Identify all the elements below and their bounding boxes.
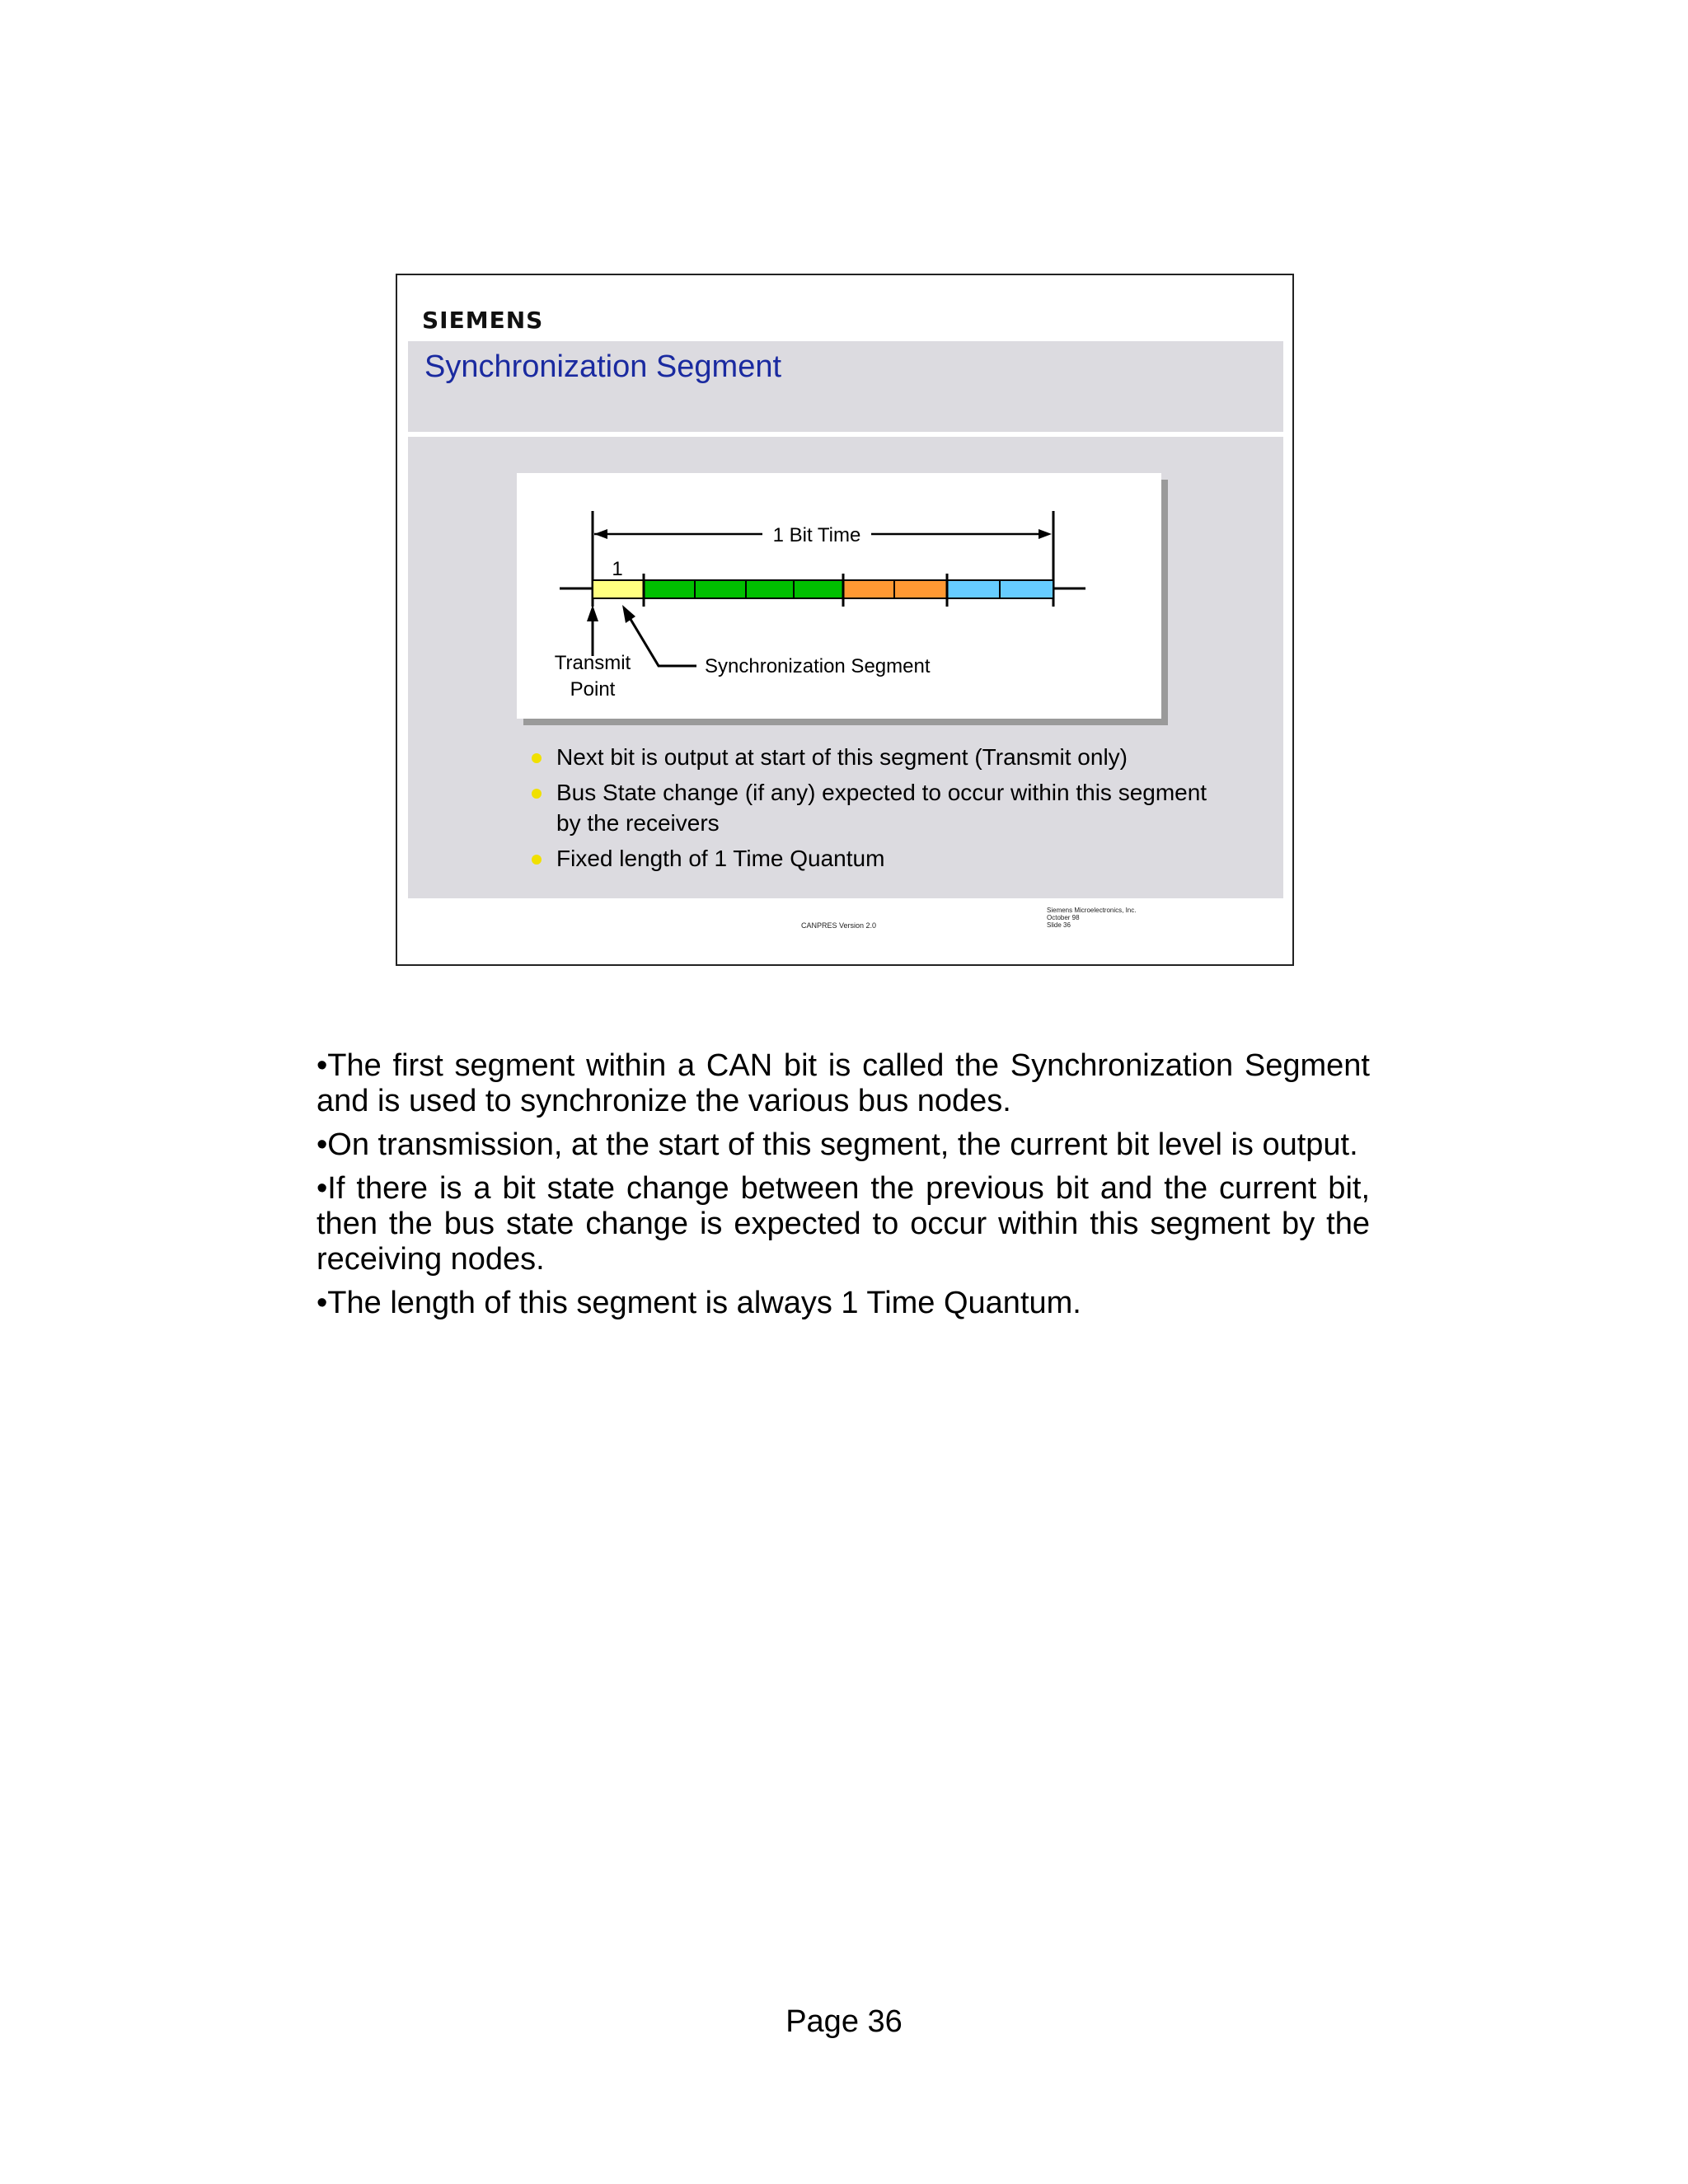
- sync-segment-label: Synchronization Segment: [705, 655, 931, 677]
- slide-bullet: Next bit is output at start of this segment (Transmit only): [523, 742, 1232, 772]
- bullet-dot-icon: [532, 789, 542, 799]
- prop-segment-quantum-1: [644, 580, 695, 598]
- bit-timing-svg: [517, 473, 1161, 719]
- slide-title: Synchronization Segment: [424, 349, 782, 384]
- sync-segment-pointer-head: [622, 605, 635, 623]
- bullet-dot-icon: [532, 855, 542, 865]
- transmit-label-line1: Transmit: [554, 652, 631, 674]
- sync-segment-quantum: [593, 580, 644, 598]
- slide-bullet-list: [523, 742, 1232, 879]
- bit-time-arrowhead-left: [594, 529, 607, 539]
- page-number: Page 36: [785, 2004, 903, 2039]
- note-paragraph: •The length of this segment is always 1 Time Quantum.: [316, 1286, 1081, 1320]
- slide-bullet: Bus State change (if any) expected to occur within this segment by the receivers: [523, 777, 1232, 838]
- note-paragraph: •The first segment within a CAN bit is called the Synchronization Segment and is used to synchronize the various bus nodes.: [316, 1048, 1370, 1118]
- phase1-segment-quantum-2: [894, 580, 947, 598]
- bit-timing-diagram: [517, 473, 1161, 719]
- bullet-dot-icon: [532, 753, 542, 763]
- content-band: [408, 437, 1283, 898]
- prop-segment-quantum-4: [794, 580, 843, 598]
- bit-time-label: 1 Bit Time: [772, 524, 861, 546]
- transmit-label-line2: Point: [570, 678, 616, 701]
- title-band: [408, 341, 1283, 432]
- prop-segment-quantum-3: [746, 580, 794, 598]
- note-paragraph: •On transmission, at the start of this segment, the current bit level is output.: [316, 1127, 1358, 1162]
- phase1-segment-quantum-1: [843, 580, 894, 598]
- sync-quantum-number: 1: [612, 558, 623, 580]
- slide-bullet: Fixed length of 1 Time Quantum: [523, 843, 1232, 874]
- speaker-notes: [316, 1048, 1370, 1329]
- note-paragraph: •If there is a bit state change between the previous bit and the current bit, then the bus state change is expected to occur within this segment by the receiving nodes.: [316, 1171, 1370, 1277]
- phase2-segment-quantum-1: [947, 580, 1000, 598]
- sync-segment-pointer: [629, 616, 696, 666]
- bit-time-arrowhead-right: [1039, 529, 1052, 539]
- slide-footer-info: Siemens Microelectronics, Inc. October 98 Slide 36: [1047, 907, 1137, 929]
- prop-segment-quantum-2: [695, 580, 746, 598]
- phase2-segment-quantum-2: [1000, 580, 1053, 598]
- slide-frame: [396, 274, 1294, 966]
- transmit-point-arrowhead: [587, 605, 598, 621]
- slide-footer-version: CANPRES Version 2.0: [801, 921, 877, 930]
- siemens-logo: SIEMENS: [422, 307, 544, 334]
